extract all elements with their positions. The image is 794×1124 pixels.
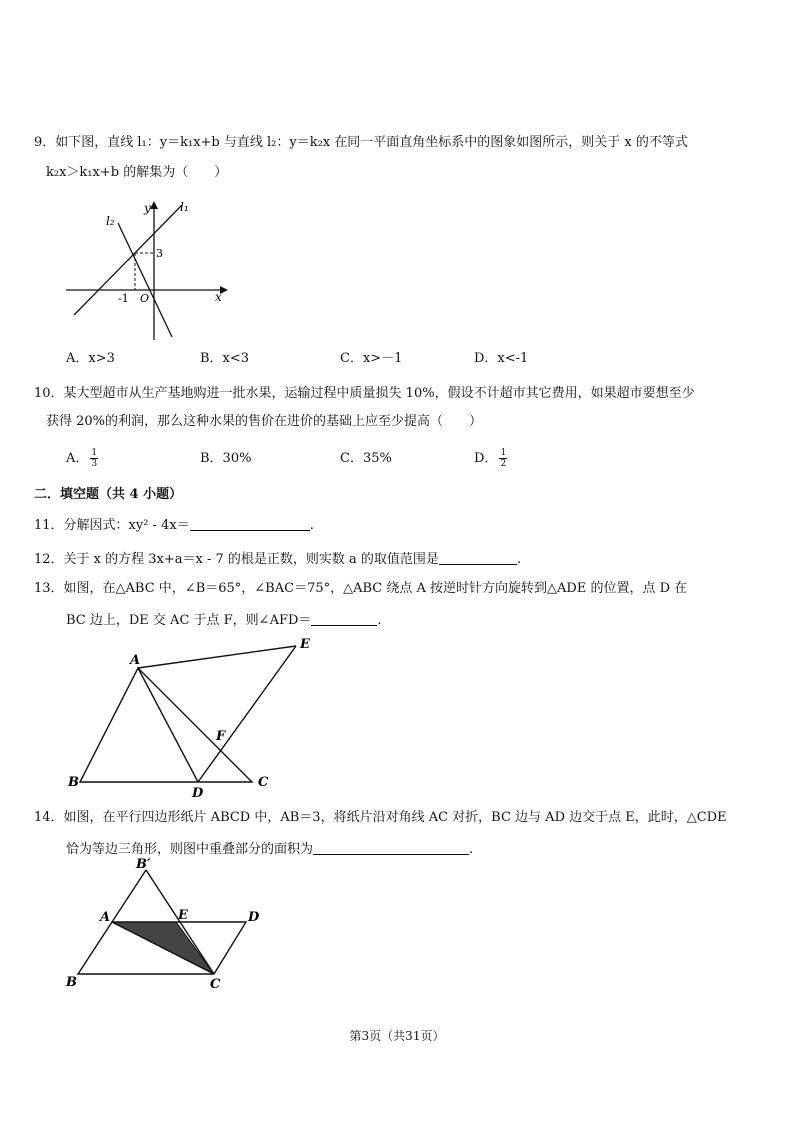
q14-label-c: C [210,977,221,992]
q14-figure [60,858,280,998]
q13-line1: 13．如图，在△ABC 中，∠B＝65°，∠BAC＝75°，△ABC 绕点 A 按逆时针方向旋转到△ADE 的位置，点 D 在 [34,581,688,596]
q10-line1: 10．某大型超市从生产基地购进一批水果，运输过程中质量损失 10%，假设不计超市其它费用，如果超市要想至少 [34,386,695,401]
q10-option-d-prefix: D． [474,451,498,466]
q10-option-a-fraction [90,448,98,469]
q12-period: . [516,552,522,567]
page-footer: 第3页（共31页） [349,1029,445,1043]
q13-figure [60,636,330,801]
q12-text: 12．关于 x 的方程 3x+a＝x - 7 的根是正数，则实数 a 的取值范围是 [34,552,439,567]
q13-label-c: C [258,775,269,790]
q14-line1: 14．如图，在平行四边形纸片 ABCD 中，AB＝3，将纸片沿对角线 AC 对折，BC 边与 AD 边交于点 E，此时，△CDE [34,810,727,825]
q13-label-f: F [216,729,226,744]
q9-option-b[interactable]: B．x<3 [200,351,250,366]
q13-label-d: D [192,786,204,801]
q9-x-axis-label: x [215,290,222,304]
q9-line1: 9．如下图，直线 l₁：y＝k₁x+b 与直线 l₂：y＝k₂x 在同一平面直角坐标系中的图象如图所示，则关于 x 的不等式 [34,135,688,150]
q9-option-c[interactable]: C．x>－1 [340,351,403,366]
q12-answer-blank[interactable] [439,550,517,565]
q9-graph [60,195,240,345]
q10-option-a-denominator: 3 [91,459,98,469]
q9-option-a[interactable]: A．x>3 [66,351,115,366]
q10-option-d[interactable] [474,448,507,469]
q9-origin-label: O [140,292,150,305]
q13-label-a: A [130,653,141,668]
q14-label-e: E [178,908,188,923]
q9-line2: k₂x＞k₁x+b 的解集为（ ） [46,165,228,180]
q10-option-d-fraction [499,448,507,469]
q10-option-a[interactable] [66,448,98,469]
q14-label-a: A [100,910,111,925]
q14-answer-blank[interactable] [313,840,469,855]
q14-text: 恰为等边三角形，则图中重叠部分的面积为 [66,842,314,857]
q14-line2 [66,840,473,859]
q11-text: 11．分解因式：xy² - 4x＝ [34,518,190,533]
q12-line [34,550,521,569]
q14-period: . [469,842,474,857]
q13-line2 [66,611,382,630]
q10-option-a-numerator: 1 [91,448,98,458]
q10-option-d-numerator: 1 [500,448,507,458]
q11-answer-blank[interactable] [190,516,310,531]
q14-label-b: B [66,975,77,990]
q10-option-a-prefix: A． [66,451,89,466]
q9-l2-label: l₂ [106,214,115,228]
q10-line2: 获得 20%的利润，那么这种水果的售价在进价的基础上应至少提高（ ） [46,414,483,429]
q13-label-b: B [68,775,79,790]
q9-option-d[interactable]: D．x<-1 [474,351,529,366]
q10-option-c[interactable]: C．35% [340,451,392,466]
q13-text: BC 边上，DE 交 AC 于点 F，则∠AFD＝ [66,613,312,628]
q9-tick-neg1: -1 [118,292,129,305]
q10-option-b[interactable]: B．30% [200,451,252,466]
q9-tick-3: 3 [156,247,163,260]
q14-label-b-prime: B′ [136,857,151,872]
q13-period: . [377,613,382,628]
q10-option-d-denominator: 2 [500,459,507,469]
q9-y-axis-label: y [144,201,151,215]
q13-answer-blank[interactable] [311,611,377,626]
q11-line [34,516,314,535]
q11-period: . [309,518,314,533]
q14-label-d: D [248,910,260,925]
section-heading: 二．填空题（共 4 小题） [34,487,183,502]
q13-label-e: E [300,637,310,652]
q9-l1-label: l₁ [180,200,189,214]
